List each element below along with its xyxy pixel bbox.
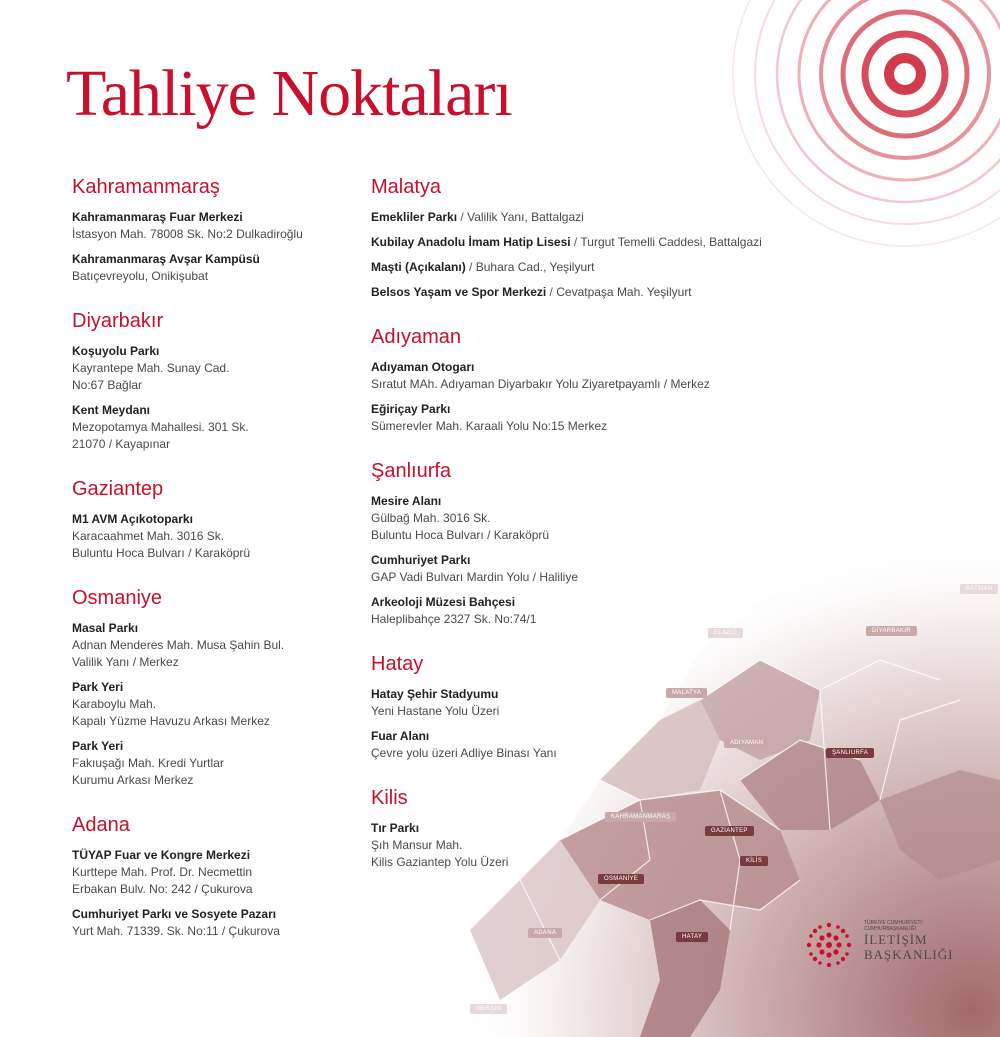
map-label-elazig: ELAZIĞ	[708, 628, 743, 638]
city-heading: Malatya	[371, 176, 442, 198]
map-label-hatay: HATAY	[676, 932, 708, 942]
iletisim-baskanligi-logo	[800, 916, 965, 978]
location-name: M1 AVM Açıkotoparkı	[72, 512, 193, 526]
address-line: Adnan Menderes Mah. Musa Şahin Bul.	[72, 638, 285, 652]
location-address	[72, 864, 362, 898]
address-line: GAP Vadi Bulvarı Mardin Yolu / Haliliye	[371, 570, 578, 584]
address-line: Kurttepe Mah. Prof. Dr. Necmettin	[72, 865, 253, 879]
address-line: Kurumu Arkası Merkez	[72, 773, 194, 787]
address-line: İstasyon Mah. 78008 Sk. No:2 Dulkadiroğlu	[72, 227, 303, 241]
city-section-osmaniye	[72, 587, 362, 789]
location-item	[72, 679, 362, 730]
location-item	[72, 738, 362, 789]
address-line: Çevre yolu üzeri Adliye Binası Yanı	[371, 746, 557, 760]
city-section-hatay	[371, 653, 841, 762]
location-name: Maşti (Açıkalanı)	[371, 260, 466, 274]
location-name: Mesire Alanı	[371, 494, 442, 508]
location-item: Kubilay Anadolu İmam Hatip Lisesi / Turgut Temelli Caddesi, Battalgazi	[371, 235, 762, 249]
city-section-adana	[72, 814, 362, 940]
city-section-gaziantep	[72, 478, 362, 562]
location-name: Adıyaman Otogarı	[371, 360, 475, 374]
location-address	[72, 226, 362, 243]
location-name: Tır Parkı	[371, 821, 420, 835]
left-column	[72, 176, 362, 965]
location-name: Park Yeri	[72, 739, 124, 753]
city-heading: Kilis	[371, 787, 408, 809]
city-section-malatya	[371, 176, 841, 301]
city-heading: Osmaniye	[72, 587, 163, 609]
city-section-adiyaman	[371, 326, 841, 435]
location-address	[72, 419, 362, 453]
location-item	[72, 511, 362, 562]
location-address	[72, 696, 362, 730]
location-item	[72, 209, 362, 243]
address-line: Buluntu Hoca Bulvarı / Karaköprü	[371, 528, 550, 542]
page-title: Tahliye Noktaları	[66, 57, 512, 130]
location-address	[371, 510, 841, 544]
city-heading: Diyarbakır	[72, 310, 164, 332]
location-address	[371, 418, 841, 435]
location-name: Hatay Şehir Stadyumu	[371, 687, 499, 701]
location-name: Kahramanmaraş Fuar Merkezi	[72, 210, 243, 224]
address-line: 21070 / Kayapınar	[72, 437, 171, 451]
map-label-malatya: MALATYA	[666, 688, 707, 698]
address-line: Sıratut MAh. Adıyaman Diyarbakır Yolu Ziyaretpayamlı / Merkez	[371, 377, 710, 391]
city-heading: Hatay	[371, 653, 424, 675]
location-item: Emekliler Parkı / Valilik Yanı, Battalgazi	[371, 210, 584, 224]
map-label-kilis: KİLİS	[740, 856, 768, 866]
city-section-kilis	[371, 787, 841, 871]
location-item	[72, 620, 362, 671]
address-line: Batıçevreyolu, Onikişubat	[72, 269, 209, 283]
location-address	[72, 268, 362, 285]
city-section-kahramanmaras	[72, 176, 362, 285]
location-address	[72, 637, 362, 671]
city-section-sanliurfa	[371, 460, 841, 628]
location-address	[371, 837, 841, 871]
map-label-diyarbakir: DİYARBAKIR	[866, 626, 917, 636]
address-line: Erbakan Bulv. No: 242 / Çukurova	[72, 882, 253, 896]
location-name: Eğiriçay Parkı	[371, 402, 451, 416]
location-item	[371, 493, 841, 544]
address-line: Gülbağ Mah. 3016 Sk.	[371, 511, 491, 525]
location-name: Belsos Yaşam ve Spor Merkezi	[371, 285, 547, 299]
location-address	[371, 376, 841, 393]
logo-org-line: TÜRKİYE CUMHURİYETİ CUMHURBAŞKANLIĞI	[864, 920, 922, 932]
logo-emblem-icon	[800, 916, 858, 974]
city-heading: Kahramanmaraş	[72, 176, 220, 198]
address-line: No:67 Bağlar	[72, 378, 143, 392]
map-label-kahramanmaras: KAHRAMANMARAŞ	[605, 812, 676, 822]
map-label-gaziantep: GAZİANTEP	[705, 826, 754, 836]
location-item: Belsos Yaşam ve Spor Merkezi / Cevatpaşa Mah. Yeşilyurt	[371, 285, 692, 299]
location-address	[72, 923, 362, 940]
location-address: Buhara Cad., Yeşilyurt	[475, 260, 595, 274]
city-heading: Gaziantep	[72, 478, 164, 500]
address-line: Valilik Yanı / Merkez	[72, 655, 179, 669]
address-line: Kilis Gaziantep Yolu Üzeri	[371, 855, 509, 869]
location-name: Cumhuriyet Parkı ve Sosyete Pazarı	[72, 907, 277, 921]
map-label-batman: BATMAN	[960, 584, 998, 594]
location-name: Fuar Alanı	[371, 729, 430, 743]
location-item	[72, 251, 362, 285]
city-section-diyarbakir	[72, 310, 362, 453]
location-name: Emekliler Parkı	[371, 210, 458, 224]
location-name: Kahramanmaraş Avşar Kampüsü	[72, 252, 260, 266]
location-item	[371, 728, 841, 762]
address-line: Karacaahmet Mah. 3016 Sk.	[72, 529, 225, 543]
location-address	[371, 569, 841, 586]
location-address: Turgut Temelli Caddesi, Battalgazi	[580, 235, 762, 249]
location-item	[72, 906, 362, 940]
address-line: Haleplibahçe 2327 Sk. No:74/1	[371, 612, 537, 626]
map-label-osmaniye: OSMANİYE	[598, 874, 644, 884]
location-name: TÜYAP Fuar ve Kongre Merkezi	[72, 848, 251, 862]
address-line: Kapalı Yüzme Havuzu Arkası Merkez	[72, 714, 270, 728]
location-item	[371, 820, 841, 871]
location-address	[371, 611, 841, 628]
map-label-sanliurfa: ŞANLIURFA	[826, 748, 874, 758]
map-label-adana: ADANA	[528, 928, 562, 938]
address-line: Şıh Mansur Mah.	[371, 838, 463, 852]
address-line: Kayrantepe Mah. Sunay Cad.	[72, 361, 230, 375]
address-line: Karaboylu Mah.	[72, 697, 157, 711]
location-address	[371, 745, 841, 762]
logo-name-line2: BAŞKANLIĞI	[864, 947, 954, 962]
address-line: Buluntu Hoca Bulvarı / Karaköprü	[72, 546, 251, 560]
address-line: Fakıuşağı Mah. Kredi Yurtlar	[72, 756, 224, 770]
location-address	[72, 528, 362, 562]
location-item	[371, 359, 841, 393]
location-item	[72, 402, 362, 453]
logo-name-line1: İLETİŞİM	[864, 932, 928, 947]
location-address	[72, 360, 362, 394]
location-item: Maşti (Açıkalanı) / Buhara Cad., Yeşilyurt	[371, 260, 595, 274]
location-name: Cumhuriyet Parkı	[371, 553, 471, 567]
map-label-adiyaman: ADIYAMAN	[724, 738, 769, 748]
map-label-mersin: MERSİN	[470, 1004, 507, 1014]
location-name: Kent Meydanı	[72, 403, 151, 417]
location-item	[371, 401, 841, 435]
location-name: Park Yeri	[72, 680, 124, 694]
address-line: Mezopotamya Mahallesi. 301 Sk.	[72, 420, 249, 434]
address-line: Yurt Mah. 71339. Sk. No:11 / Çukurova	[72, 924, 280, 938]
address-line: Sümerevler Mah. Karaali Yolu No:15 Merkez	[371, 419, 608, 433]
location-item	[72, 343, 362, 394]
location-name: Arkeoloji Müzesi Bahçesi	[371, 595, 516, 609]
location-item	[371, 686, 841, 720]
location-name: Masal Parkı	[72, 621, 139, 635]
city-heading: Adana	[72, 814, 130, 836]
location-name: Kubilay Anadolu İmam Hatip Lisesi	[371, 235, 571, 249]
city-heading: Adıyaman	[371, 326, 462, 348]
address-line: Yeni Hastane Yolu Üzeri	[371, 704, 500, 718]
location-address: Cevatpaşa Mah. Yeşilyurt	[556, 285, 692, 299]
location-address: Valilik Yanı, Battalgazi	[467, 210, 584, 224]
location-address	[72, 755, 362, 789]
city-heading: Şanlıurfa	[371, 460, 452, 482]
location-item	[371, 552, 841, 586]
location-item	[72, 847, 362, 898]
location-address	[371, 703, 841, 720]
location-item	[371, 594, 841, 628]
location-name: Koşuyolu Parkı	[72, 344, 160, 358]
logo-text	[864, 920, 953, 962]
right-column	[371, 176, 841, 896]
